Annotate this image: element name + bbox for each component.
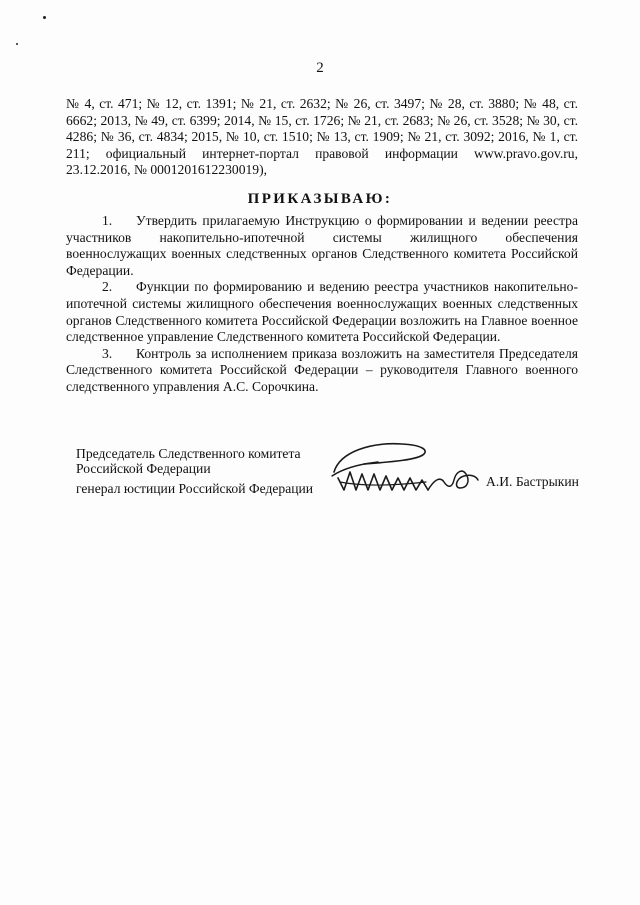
item-number: 2.: [102, 279, 113, 295]
signatory-rank: генерал юстиции Российской Федерации: [76, 481, 314, 496]
item-number: 1.: [102, 213, 113, 228]
order-item: [66, 213, 578, 279]
order-item: [66, 279, 578, 345]
intro-paragraph: № 4, ст. 471; № 12, ст. 1391; № 21, ст. 2632; № 26, ст. 3497; № 28, ст. 3880; № 48, ст. 6662; 2013, № 49, ст. 6399; 2014, № 15, ст. 1726; № 21, ст. 2683; № 26, ст. 3528; № 30, ст. 4286; № 36, ст. 4834; 2015, № 10, ст. 1510; № 13, ст. 1909; № 21, ст. 3092; 2016, № 1, ст. 211; официальный интернет-портал правовой информации www.pravo.gov.ru, 23.12.2016, № 0001201612230019),: [66, 96, 578, 178]
order-item: [66, 346, 578, 396]
signatory-title-line2: Российской Федерации: [76, 461, 211, 476]
signatory-name: А.И. Бастрыкин: [486, 474, 579, 489]
signatory-title-line1: Председатель Следственного комитета: [76, 446, 301, 461]
scan-speck: [43, 16, 46, 19]
order-heading: ПРИКАЗЫВАЮ:: [247, 191, 393, 207]
order-items: [66, 213, 578, 396]
item-text: Утвердить прилагаемую Инструкцию о формировании и ведении реестра участников накопительно-ипотечной системы жилищного обеспечения военнослужащих военных следственных органов Следственного комитета Российской Федерации.: [66, 213, 578, 278]
page-number: 2: [316, 60, 324, 76]
signatory-title: [76, 446, 301, 476]
handwritten-signature: [330, 438, 480, 496]
scan-speck: [16, 43, 18, 45]
item-text: Функции по формированию и ведению реестра участников накопительно-ипотечной системы жилищного обеспечения военнослужащих военных следственных органов Следственного комитета Российской Федерации возложить на Главное военное следственное управление Следственного комитета Российской Федерации.: [66, 279, 578, 345]
item-text: Контроль за исполнением приказа возложить на заместителя Председателя Следственного комитета Российской Федерации – руководителя Главного военного следственного управления А.С. Сорочкина.: [66, 345, 578, 394]
item-number: 3.: [102, 345, 113, 361]
